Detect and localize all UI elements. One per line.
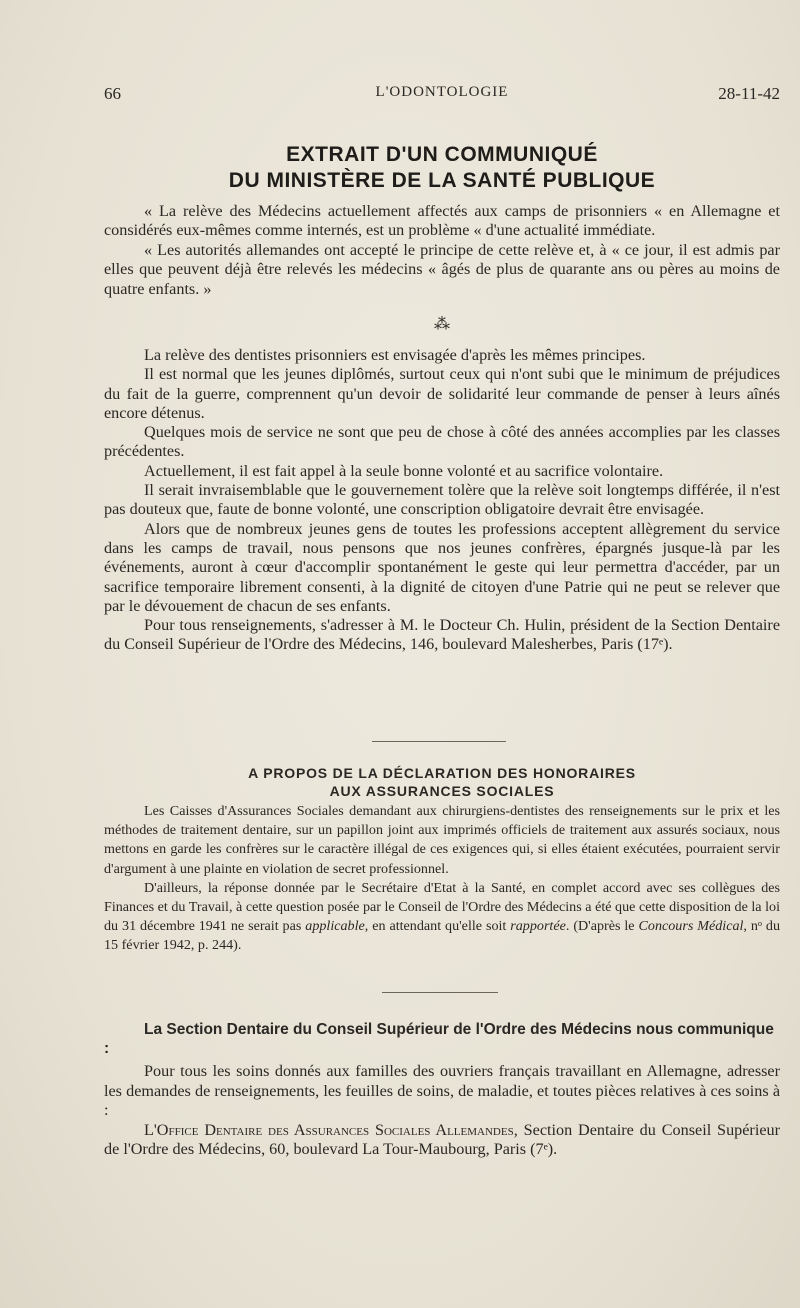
article-body [104, 346, 780, 655]
page-number: 66 [104, 84, 121, 103]
section2-body [104, 802, 780, 956]
running-header [104, 84, 780, 108]
emphasis-applicable: applicable [305, 918, 365, 935]
emphasis-rapportee: rapportée [510, 918, 566, 935]
body-paragraph-4: Actuellement, il est fait appel à la seule bonne volonté et au sacrifice volontaire. [144, 461, 664, 480]
section2-paragraph-2 [104, 879, 780, 956]
quote-paragraph-2: « Les autorités allemandes ont accepté le principe de cette relève et, à « ce jour, il est admis par elles que peuvent déjà être relevés les médecins « âgés de plus de quarante ans ou pères au moins de quatre enfants. » [104, 240, 780, 298]
body-paragraph-7: Pour tous renseignements, s'adresser à M. le Docteur Ch. Hulin, président de la Section Dentaire du Conseil Supérieur de l'Ordre des Médecins, 146, boulevard Malesherbes, Paris (17ᵉ). [104, 616, 780, 654]
issue-date: 28-11-42 [718, 84, 780, 103]
section2-text-a: D'ailleurs, la réponse donnée par le Secrétaire d'Etat à la Santé, en complet accord avec ses collègues des Finances et du Travail, à cette question posée par le Conseil de l'Ordre des Médecins a été que cette disposition de la loi du 31 décembre 1941 ne serait pas [104, 879, 780, 935]
body-paragraph-6: Alors que de nombreux jeunes gens de toutes les professions acceptent allègrement du service dans les camps de travail, nous pensons que nos jeunes confrères, épargnés jusque-là par les événements, auront à cœur d'accomplir spontanément le geste qui leur permettra d'accéder, par un sacrifice temporaire librement consenti, à la dignité de citoyen d'une Patrie qui ne peut se relever que par le dévouement de chacun de ses enfants. [104, 519, 780, 615]
section2-text-d: , nᵒ du 15 février 1942, p. 244). [104, 918, 781, 954]
journal-citation: Concours Médical [638, 918, 744, 935]
section-divider-1 [372, 741, 506, 742]
section3-title: La Section Dentaire du Conseil Supérieur de l'Ordre des Médecins nous communique : [104, 1021, 774, 1057]
body-paragraph-2: Il est normal que les jeunes diplômés, surtout ceux qui n'ont subi que le minimum de préjudices du fait de la guerre, comprennent qu'un devoir de solidarité leur commande de penser à leurs aînés encore détenus. [104, 365, 780, 422]
office-address: , Section Dentaire du Conseil Supérieur de l'Ordre des Médecins, 60, boulevard La Tour-Maubourg, Paris (7ᵉ). [104, 1120, 780, 1158]
body-paragraph-5: Il serait invraisemblable que le gouvernement tolère que la relève soit longtemps différée, il n'est pas douteux que, faute de bonne volonté, une conscription obligatoire devrait être envisagée. [104, 481, 780, 519]
section2-text-b: , en attendant qu'elle soit [364, 918, 511, 935]
body-paragraph-1: La relève des dentistes prisonniers est envisagée d'après les mêmes principes. [144, 346, 646, 364]
section-divider-2 [382, 992, 498, 993]
office-name: L'Office Dentaire des Assurances Sociales Allemandes [144, 1120, 514, 1139]
journal-title: L'ODONTOLOGIE [375, 84, 509, 100]
section3-body [104, 1062, 780, 1160]
body-paragraph-3: Quelques mois de service ne sont que peu de chose à côté des années accomplies par les classes précédentes. [104, 423, 780, 461]
article-title-line2: DU MINISTÈRE DE LA SANTÉ PUBLIQUE [228, 169, 656, 192]
asterism-separator: ⁂ [434, 316, 450, 333]
ministry-quote [104, 202, 780, 299]
section3-paragraph-1: Pour tous les soins donnés aux familles des ouvriers français travaillant en Allemagne, adresser les demandes de renseignements, les feuilles de soins, de maladie, et toutes pièces relatives à ces soins à : [104, 1062, 780, 1119]
section2-title-line1: A PROPOS DE LA DÉCLARATION DES HONORAIRES [248, 765, 636, 781]
quote-paragraph-1: « La relève des Médecins actuellement affectés aux camps de prisonniers « en Allemagne et considérés eux-mêmes comme internés, est un problème « d'une actualité immédiate. [104, 202, 780, 240]
section2-paragraph-1: Les Caisses d'Assurances Sociales demandant aux chirurgiens-dentistes des renseignements sur le prix et les méthodes de traitement dentaire, sur un papillon joint aux imprimés officiels de traitement aux assurés sociaux, nous mettons en garde les confrères sur le caractère illégal de ces exigences qui, si elles étaient exécutées, pourraient servir d'argument à une plainte en violation de secret professionnel. [104, 803, 780, 877]
section2-text-c: . (D'après le [565, 918, 639, 935]
section3-paragraph-2 [104, 1121, 780, 1160]
section2-title [104, 764, 780, 800]
section2-title-line2: AUX ASSURANCES SOCIALES [329, 783, 555, 799]
article-title [104, 142, 780, 194]
article-title-line1: EXTRAIT D'UN COMMUNIQUÉ [286, 143, 598, 166]
